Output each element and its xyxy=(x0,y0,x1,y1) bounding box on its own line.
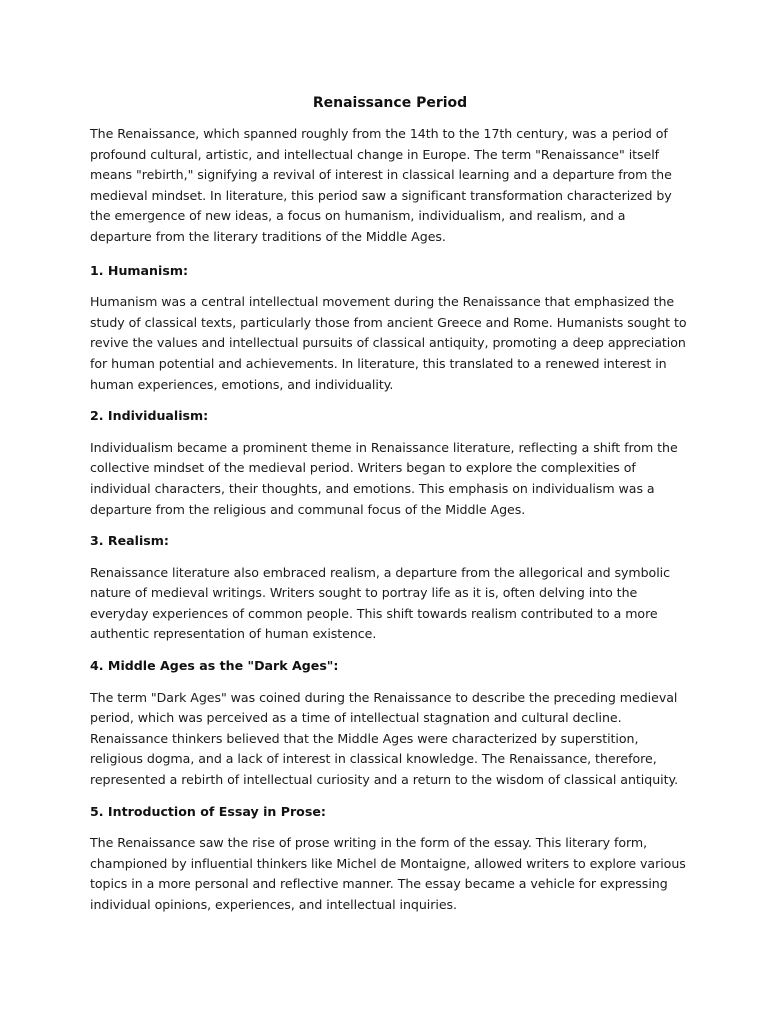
intro-paragraph: The Renaissance, which spanned roughly from the 14th to the 17th century, was a period of profound cultural, artistic, and intellectual change in Europe. The term "Renaissance" itself means "rebirth," signifying a revival of interest in classical learning and a departure from the medieval mindset. In literature, this period saw a significant transformation characterized by the emergence of new ideas, a focus on humanism, individualism, and realism, and a departure from the literary traditions of the Middle Ages. xyxy=(90,126,672,244)
section-dark-ages xyxy=(90,656,690,791)
section-heading: 4. Middle Ages as the "Dark Ages": xyxy=(90,658,339,674)
section-body: The Renaissance saw the rise of prose writing in the form of the essay. This literary form, championed by influential thinkers like Michel de Montaigne, allowed writers to explore various topics in a more personal and reflective manner. The essay became a vehicle for expressing individual opinions, experiences, and intellectual inquiries. xyxy=(90,835,686,912)
section-body: Individualism became a prominent theme in Renaissance literature, reflecting a shift from the collective mindset of the medieval period. Writers began to explore the complexities of individual characters, their thoughts, and emotions. This emphasis on individualism was a departure from the religious and communal focus of the Middle Ages. xyxy=(90,439,678,517)
section-body: Humanism was a central intellectual movement during the Renaissance that emphasized the study of classical texts, particularly those from ancient Greece and Rome. Humanists sought to revive the values and intellectual pursuits of classical antiquity, promoting a deep appreciation for human potential and achievements. In literature, this translated to a renewed interest in human experiences, emotions, and individuality. xyxy=(90,294,687,392)
section-essay-in-prose xyxy=(90,802,690,916)
page-title: Renaissance Period xyxy=(312,95,468,111)
document-page xyxy=(90,92,690,927)
section-realism xyxy=(90,531,690,645)
section-heading: 3. Realism: xyxy=(90,533,169,549)
section-heading: 1. Humanism: xyxy=(90,262,188,278)
section-humanism xyxy=(90,261,690,396)
section-body: The term "Dark Ages" was coined during the Renaissance to describe the preceding medieval period, which was perceived as a time of intellectual stagnation and cultural decline. Renaissance thinkers believed that the Middle Ages were characterized by superstition, religious dogma, and a lack of interest in classical knowledge. The Renaissance, therefore, represented a rebirth of intellectual curiosity and a return to the wisdom of classical antiquity. xyxy=(90,689,679,788)
section-heading: 5. Introduction of Essay in Prose: xyxy=(90,803,326,819)
section-body: Renaissance literature also embraced realism, a departure from the allegorical and symbolic nature of medieval writings. Writers sought to portray life as it is, often delving into the everyday experiences of common people. This shift towards realism contributed to a more authentic representation of human existence. xyxy=(90,564,670,642)
section-individualism xyxy=(90,406,690,520)
section-heading: 2. Individualism: xyxy=(90,408,209,424)
